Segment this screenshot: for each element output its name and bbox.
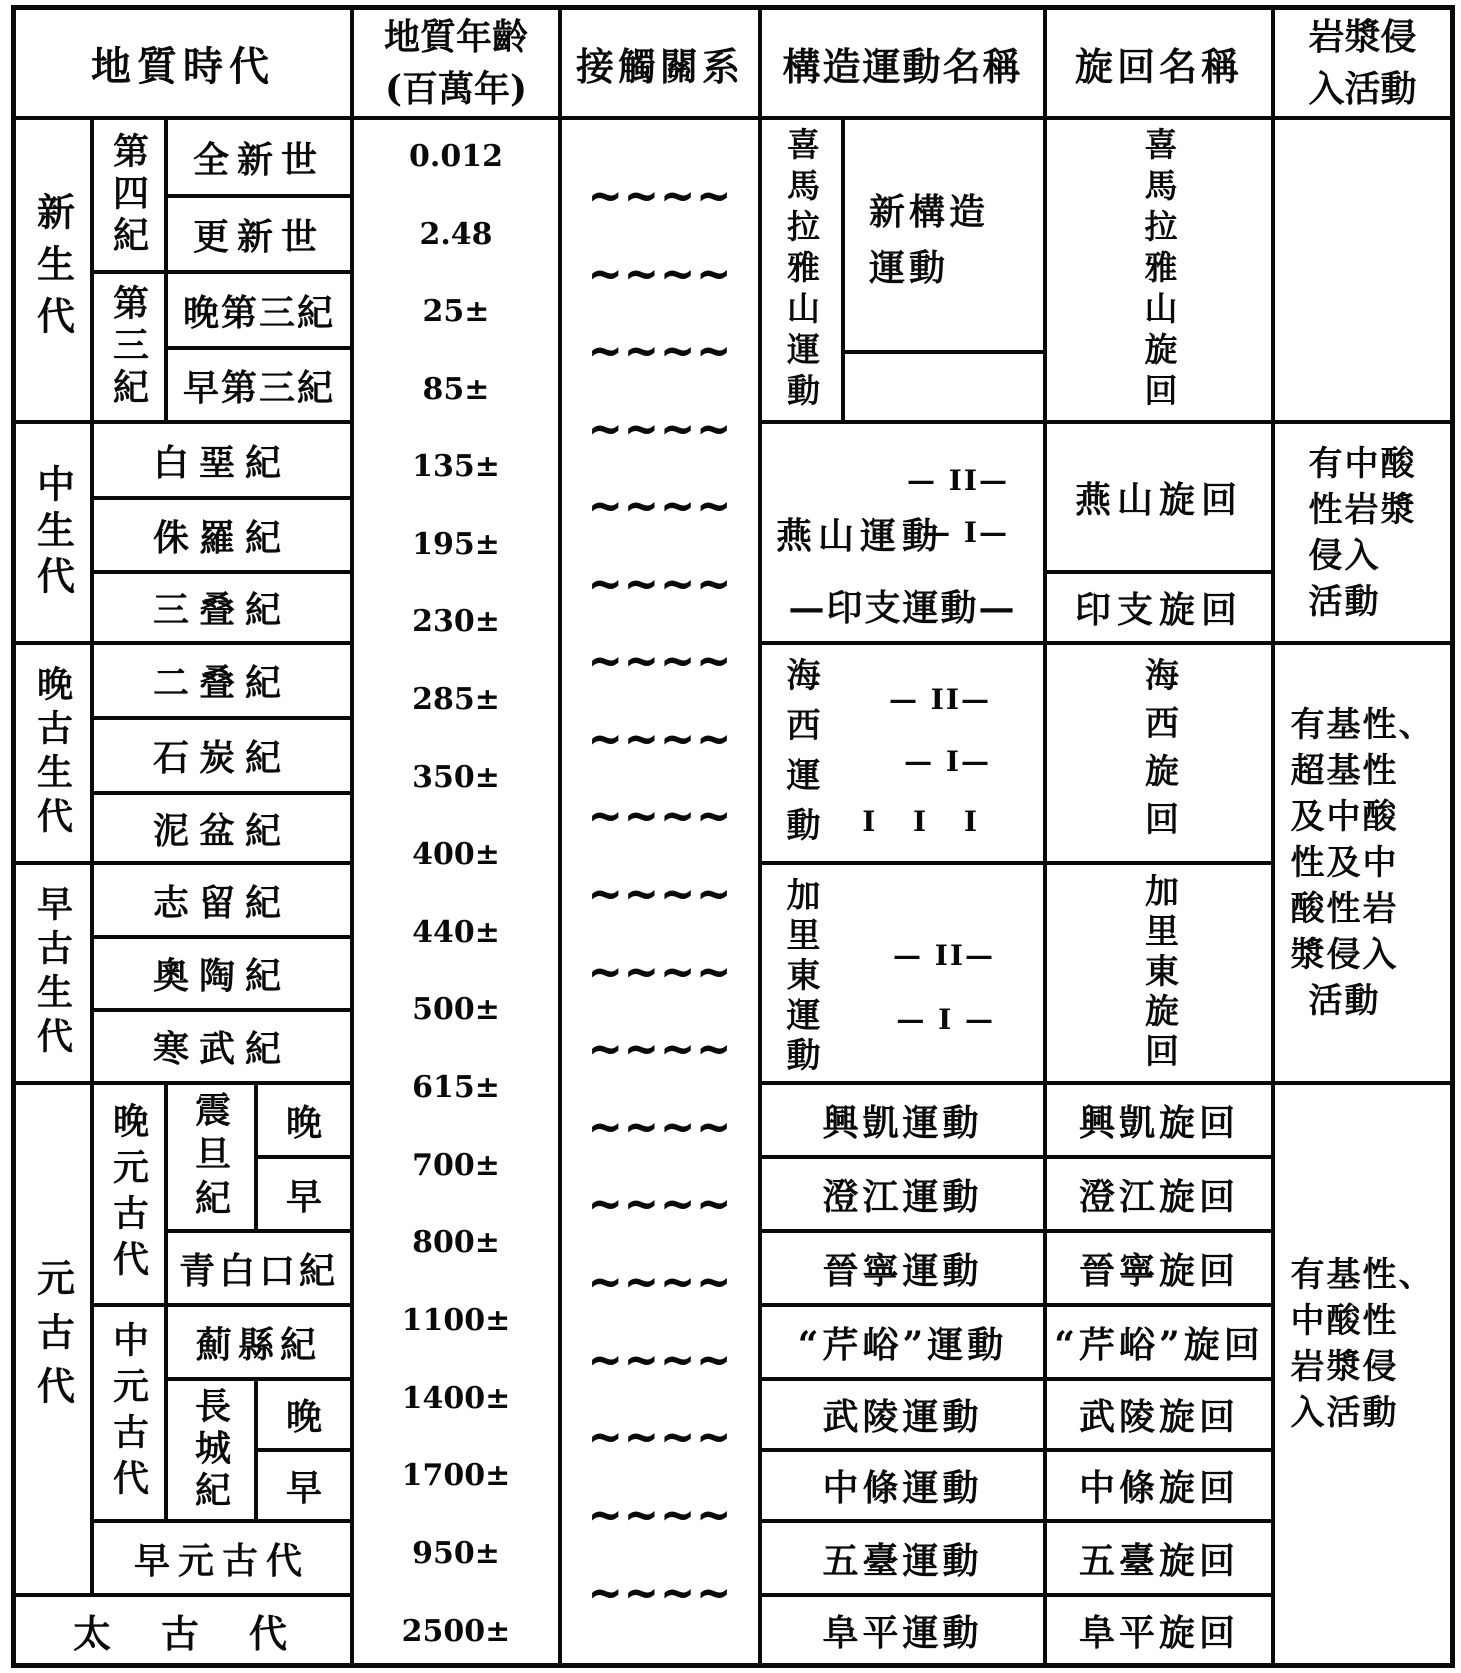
- subera-late-proterozoic: 晚元古代: [92, 1083, 166, 1305]
- cell-sinian-early: 早: [256, 1157, 352, 1231]
- era-cenozoic: 新生代: [14, 118, 92, 422]
- age-value: 0.012: [409, 139, 503, 174]
- epoch-early-tertiary: 早第三紀: [166, 348, 352, 422]
- text-line: 運動: [869, 247, 950, 289]
- unconformity-wave: ~~~~: [587, 1486, 733, 1543]
- header-age-line1: 地質年齡: [383, 16, 528, 58]
- unconformity-wave: ~~~~: [587, 1020, 733, 1077]
- contact-column: [560, 118, 760, 1665]
- era-proterozoic: 元古代: [14, 1083, 92, 1595]
- cell-changcheng-late: 晚: [256, 1379, 352, 1450]
- unconformity-wave: ~~~~: [587, 787, 733, 844]
- movement-caledonian-label: 加里東運動: [780, 877, 820, 1077]
- era-early-paleozoic: 早古生代: [14, 863, 92, 1083]
- age-value: 615±: [412, 1070, 500, 1105]
- age-value: 350±: [412, 760, 500, 795]
- age-value: 800±: [412, 1225, 500, 1260]
- era-mesozoic: 中生代: [14, 422, 92, 643]
- unconformity-wave: ~~~~: [587, 1175, 733, 1232]
- header-magma: [1273, 8, 1452, 118]
- period-ordovician: 奧陶紀: [92, 937, 352, 1010]
- unconformity-wave: ~~~~: [587, 1331, 733, 1388]
- unconformity-wave: ~~~~: [587, 245, 733, 302]
- header-cycle: 旋回名稱: [1045, 8, 1273, 118]
- text-line: 中酸性: [1290, 1301, 1399, 1341]
- period-tertiary: 第三紀: [92, 272, 166, 422]
- header-contact: 接觸關系: [560, 8, 760, 118]
- age-value: 135±: [412, 449, 500, 484]
- movement-cell: 阜平運動: [760, 1595, 1045, 1665]
- age-value: 400±: [412, 837, 500, 872]
- cell-sinian-late: 晚: [256, 1083, 352, 1157]
- text-line: 漿侵入: [1290, 935, 1399, 975]
- unconformity-wave: ~~~~: [587, 1098, 733, 1155]
- cycle-indosinian: 印支旋回: [1045, 572, 1273, 643]
- text-line: 有基性、: [1290, 705, 1435, 745]
- age-value: 2.48: [419, 217, 493, 252]
- movement-hercynian: [760, 643, 1045, 863]
- cycle-hercynian: 海西旋回: [1045, 643, 1273, 863]
- cycle-caledonian: 加里東旋回: [1045, 863, 1273, 1083]
- unconformity-wave: ~~~~: [587, 1253, 733, 1310]
- period-quaternary: 第四紀: [92, 118, 166, 272]
- unconformity-wave: ~~~~: [587, 1408, 733, 1465]
- header-movement: 構造運動名稱: [760, 8, 1045, 118]
- unconformity-wave: ~~~~: [587, 322, 733, 379]
- cycle-cell: 晉寧旋回: [1045, 1231, 1273, 1305]
- text-line: 入活動: [1290, 1393, 1399, 1433]
- age-value: 440±: [412, 915, 500, 950]
- movement-cell: 五臺運動: [760, 1521, 1045, 1595]
- period-jixian: 薊縣紀: [166, 1305, 352, 1379]
- unconformity-wave: ~~~~: [587, 943, 733, 1000]
- period-silurian: 志留紀: [92, 863, 352, 937]
- age-value: 1700±: [401, 1458, 511, 1493]
- text-line: 新構造: [869, 191, 990, 233]
- hercynian-phase1-marker: — I—: [904, 745, 991, 778]
- movement-yanshan-label: 燕山運動: [776, 515, 945, 557]
- movement-himalayan: 喜馬拉雅山運動: [760, 118, 843, 422]
- text-line: 岩漿侵: [1290, 1347, 1399, 1387]
- movement-cell: 武陵運動: [760, 1379, 1045, 1450]
- unconformity-wave: ~~~~: [587, 555, 733, 612]
- movement-hercynian-label: 海西運動: [780, 657, 820, 857]
- text-line: 有基性、: [1290, 1255, 1435, 1295]
- era-late-paleozoic: 晚古生代: [14, 643, 92, 863]
- unconformity-wave: ~~~~: [587, 710, 733, 767]
- movement-indosinian-label: —印支運動—: [788, 587, 1017, 629]
- magma-proterozoic: [1273, 1083, 1452, 1665]
- period-jurassic: 侏羅紀: [92, 498, 352, 572]
- caledonian-phase2-marker: — II—: [893, 939, 995, 972]
- cycle-cell: 興凱旋回: [1045, 1083, 1273, 1157]
- age-value: 500±: [412, 992, 500, 1027]
- magma-mesozoic: [1273, 422, 1452, 643]
- age-value: 230±: [412, 604, 500, 639]
- text-line: 性岩漿: [1308, 489, 1417, 530]
- epoch-holocene: 全新世: [166, 118, 352, 196]
- period-sinian: 震旦紀: [166, 1083, 256, 1231]
- unconformity-wave: ~~~~: [587, 400, 733, 457]
- period-cambrian: 寒武紀: [92, 1010, 352, 1083]
- cycle-himalayan: 喜馬拉雅山旋回: [1045, 118, 1273, 422]
- age-value: 1100±: [401, 1303, 511, 1338]
- cycle-cell: 中條旋回: [1045, 1450, 1273, 1521]
- magma-mesozoic-text: [1309, 441, 1417, 625]
- period-cretaceous: 白堊紀: [92, 422, 352, 498]
- magma-cenozoic-empty: [1273, 118, 1452, 422]
- age-value: 195±: [412, 527, 500, 562]
- unconformity-wave: ~~~~: [587, 477, 733, 534]
- unconformity-wave: ~~~~: [587, 1564, 733, 1621]
- period-triassic: 三叠紀: [92, 572, 352, 643]
- text-line: 性及中: [1290, 843, 1399, 883]
- period-qingbaikou: 青白口紀: [166, 1231, 352, 1305]
- cycle-cell: 五臺旋回: [1045, 1521, 1273, 1595]
- age-value: 85±: [422, 372, 490, 407]
- cycle-cell: “芹峪”旋回: [1045, 1305, 1273, 1379]
- yanshan-phase2-marker: — II—: [907, 464, 1009, 497]
- age-value: 1400±: [401, 1381, 511, 1416]
- period-permian: 二叠紀: [92, 643, 352, 718]
- movement-neotectonic-empty: [843, 352, 1045, 422]
- age-value: 700±: [412, 1148, 500, 1183]
- magma-paleozoic-text: [1291, 702, 1435, 1024]
- cycle-yanshan: 燕山旋回: [1045, 422, 1273, 572]
- age-value: 285±: [412, 682, 500, 717]
- text-line: 侵入: [1308, 535, 1381, 576]
- cell-early-proterozoic: 早元古代: [92, 1521, 352, 1595]
- header-magma-line1: 岩漿侵: [1308, 16, 1417, 58]
- cycle-cell: 澄江旋回: [1045, 1157, 1273, 1231]
- header-age-line2: (百萬年): [384, 68, 528, 110]
- age-value: 950±: [412, 1536, 500, 1571]
- header-age: [352, 8, 560, 118]
- period-carboniferous: 石炭紀: [92, 718, 352, 793]
- movement-caledonian: [760, 863, 1045, 1083]
- cycle-cell: 武陵旋回: [1045, 1379, 1273, 1450]
- caledonian-phase1-marker: — I —: [896, 1003, 995, 1036]
- text-line: 酸性岩: [1290, 889, 1399, 929]
- movement-cell: 澄江運動: [760, 1157, 1045, 1231]
- movement-cell: 中條運動: [760, 1450, 1045, 1521]
- movement-cell: “芹峪”運動: [760, 1305, 1045, 1379]
- age-value: 25±: [422, 294, 490, 329]
- text-line: 有中酸: [1308, 443, 1417, 484]
- text-line: 及中酸: [1290, 797, 1399, 837]
- epoch-late-tertiary: 晚第三紀: [166, 272, 352, 348]
- yanshan-phase1-marker: — I—: [922, 516, 1009, 549]
- magma-proterozoic-text: [1291, 1252, 1435, 1436]
- epoch-pleistocene: 更新世: [166, 196, 352, 272]
- hercynian-phase2-marker: — II—: [889, 683, 991, 716]
- period-changcheng: 長城紀: [166, 1379, 256, 1521]
- cell-changcheng-early: 早: [256, 1450, 352, 1521]
- unconformity-wave: ~~~~: [587, 865, 733, 922]
- movement-cell: 晉寧運動: [760, 1231, 1045, 1305]
- era-archean: 太 古 代: [14, 1595, 352, 1665]
- text-line: 活動: [1308, 581, 1381, 622]
- cycle-cell: 阜平旋回: [1045, 1595, 1273, 1665]
- movement-cell: 興凱運動: [760, 1083, 1045, 1157]
- header-magma-line2: 入活動: [1308, 68, 1417, 110]
- movement-neotectonic-text: [845, 120, 989, 296]
- subera-mid-proterozoic: 中元古代: [92, 1305, 166, 1521]
- header-era: 地質時代: [14, 8, 352, 118]
- magma-paleozoic: [1273, 643, 1452, 1083]
- hercynian-phase3-marker: I I I: [862, 805, 991, 838]
- period-devonian: 泥盆紀: [92, 793, 352, 863]
- text-line: 活動: [1308, 981, 1381, 1021]
- age-value: 2500±: [401, 1614, 511, 1649]
- movement-neotectonic: [843, 118, 1045, 352]
- age-column: [352, 118, 560, 1665]
- movement-yanshan-indosinian: [760, 422, 1045, 643]
- text-line: 超基性: [1290, 751, 1399, 791]
- unconformity-wave: ~~~~: [587, 167, 733, 224]
- unconformity-wave: ~~~~: [587, 632, 733, 689]
